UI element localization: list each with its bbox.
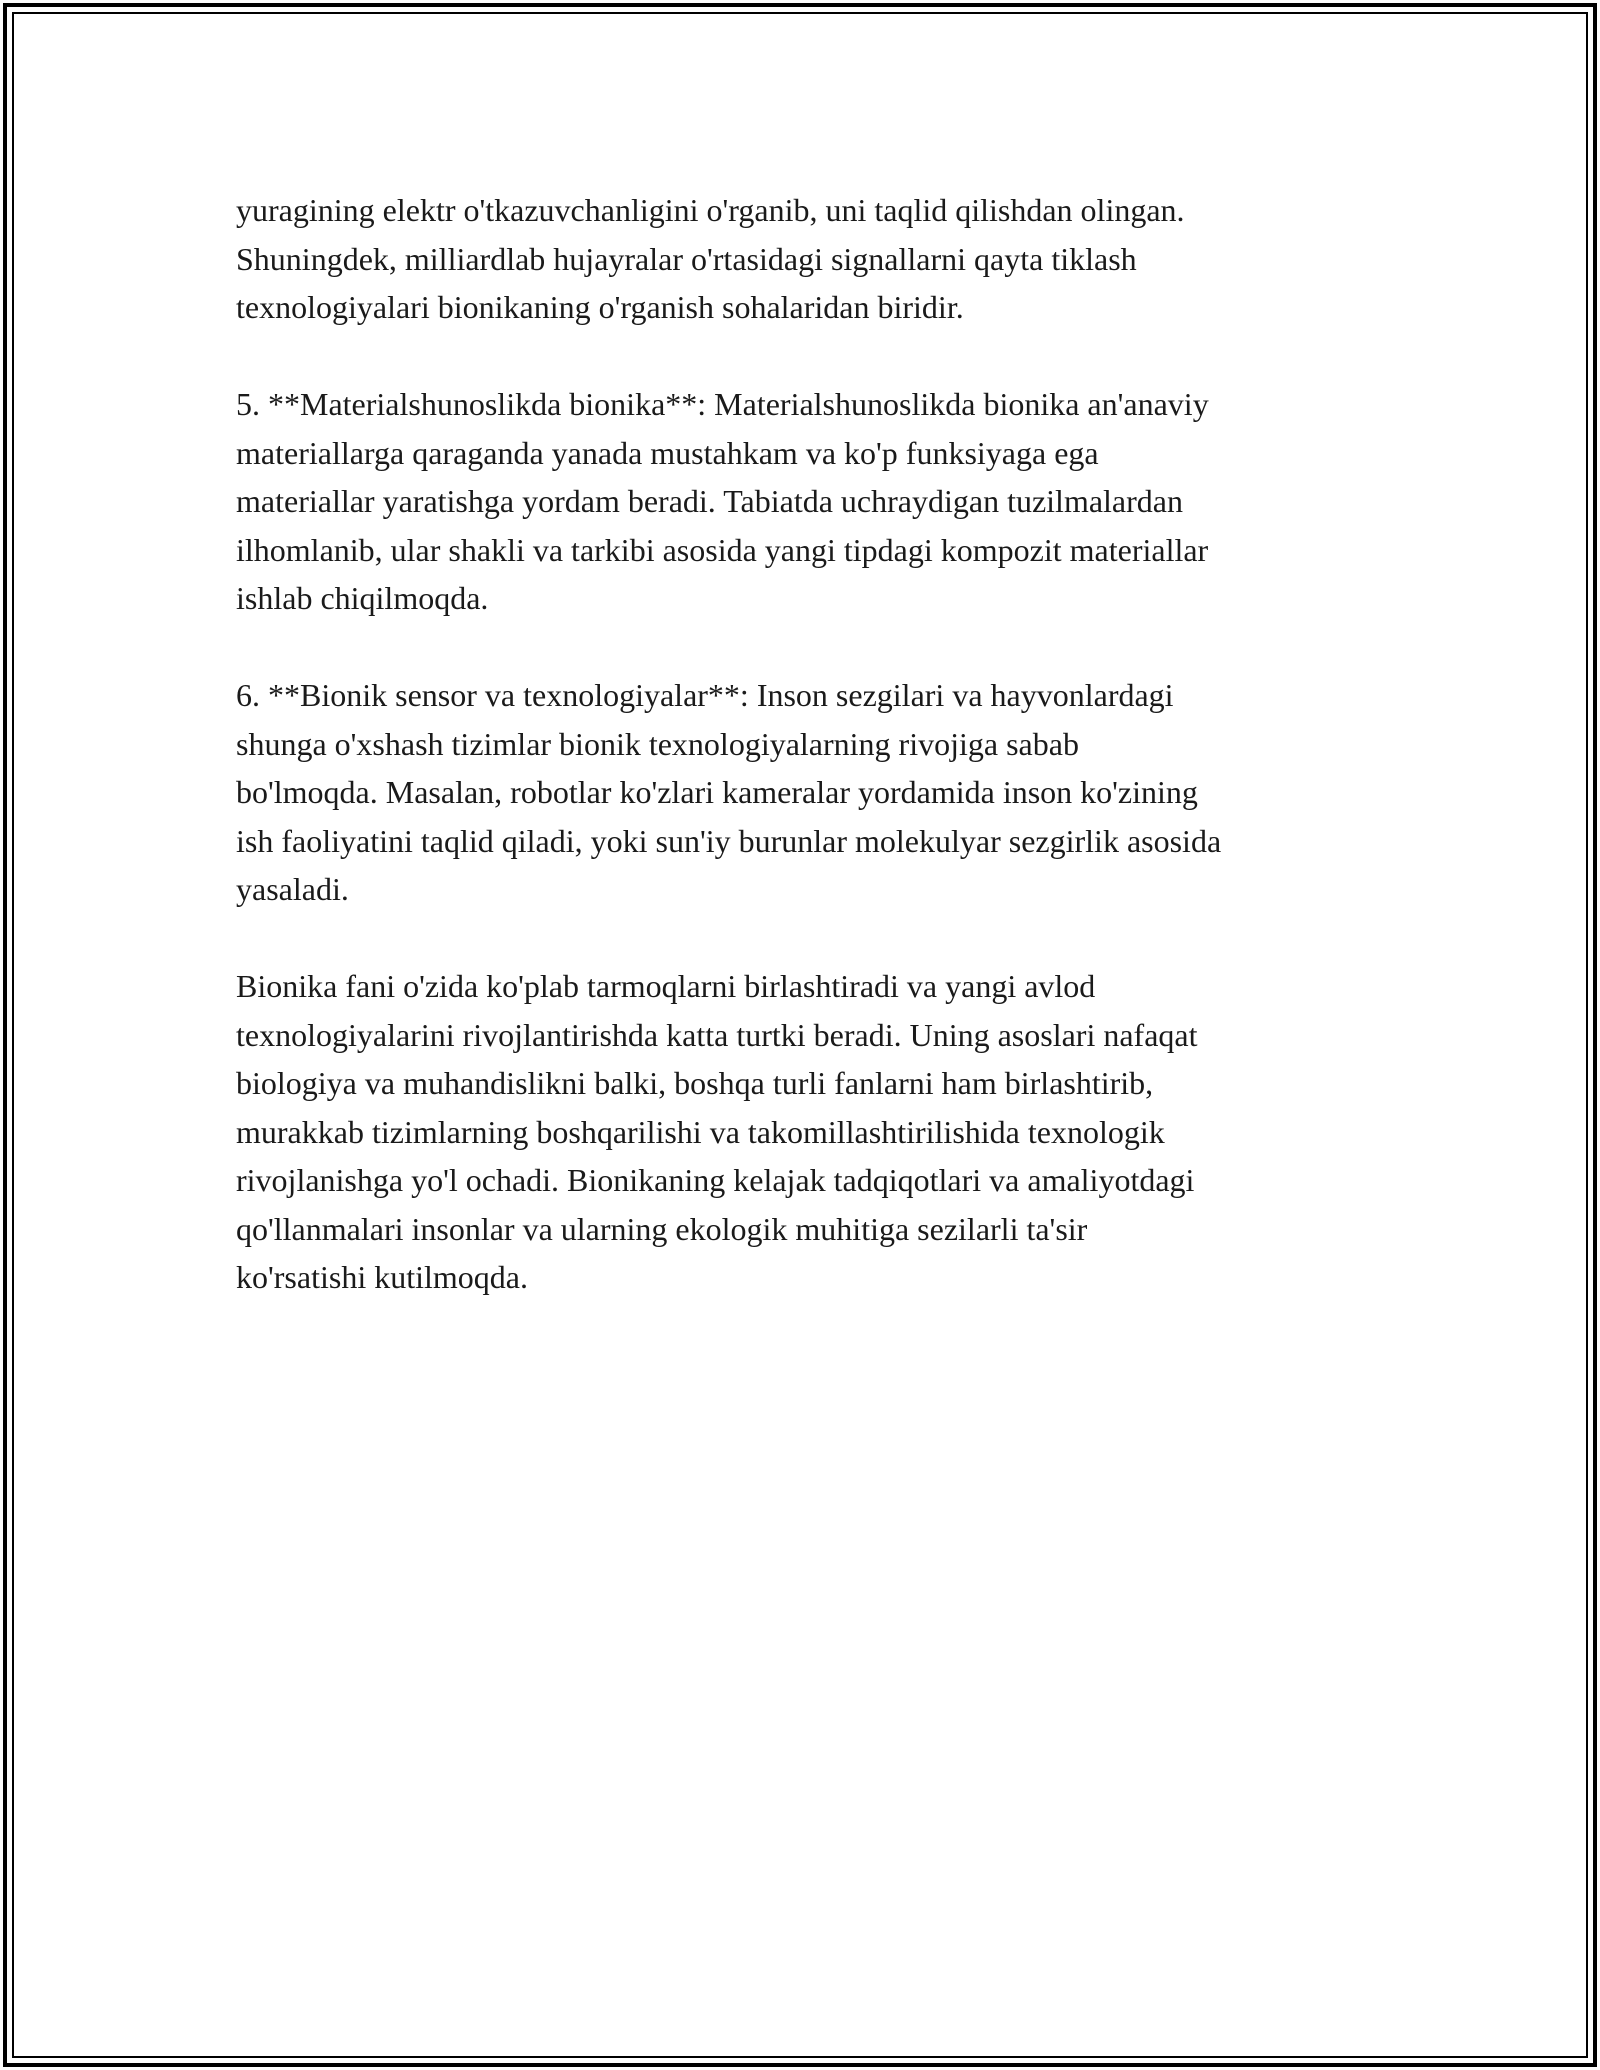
text-line: texnologiyalarini rivojlantirishda katta turtki beradi. Uning asoslari nafaqat bbox=[236, 1016, 1198, 1053]
text-line: bo'lmoqda. Masalan, robotlar ko'zlari kameralar yordamida inson ko'zining bbox=[236, 774, 1198, 810]
text-line: qo'llanmalari insonlar va ularning ekologik muhitiga sezilarli ta'sir bbox=[236, 1210, 1088, 1247]
text-line: rivojlanishga yo'l ochadi. Bionikaning kelajak tadqiqotlari va amaliyotdagi bbox=[236, 1162, 1195, 1198]
paragraph-continuation bbox=[236, 186, 1386, 332]
text-line: ish faoliyatini taqlid qiladi, yoki sun'iy burunlar molekulyar sezgirlik asosida bbox=[236, 822, 1222, 859]
text-line: 6. **Bionik sensor va texnologiyalar**: Inson sezgilari va hayvonlardagi bbox=[236, 677, 1174, 713]
text-line: yuragining elektr o'tkazuvchanligini o'rganib, uni taqlid qilishdan olingan. bbox=[236, 192, 1185, 228]
text-line: shunga o'xshash tizimlar bionik texnologiyalarning rivojiga sabab bbox=[236, 725, 1079, 762]
paragraph-materials-bionics bbox=[236, 380, 1386, 623]
text-line: yasaladi. bbox=[236, 871, 349, 907]
text-line: Shuningdek, milliardlab hujayralar o'rtasidagi signallarni qayta tiklash bbox=[236, 240, 1137, 277]
text-line: texnologiyalari bionikaning o'rganish sohalaridan biridir. bbox=[236, 289, 964, 325]
text-line: murakkab tizimlarning boshqarilishi va takomillashtirilishida texnologik bbox=[236, 1113, 1165, 1150]
text-line: 5. **Materialshunoslikda bionika**: Materialshunoslikda bionika an'anaviy bbox=[236, 386, 1209, 422]
text-line: biologiya va muhandislikni balki, boshqa turli fanlarni ham birlashtirib, bbox=[236, 1065, 1154, 1101]
text-line: materiallar yaratishga yordam beradi. Tabiatda uchraydigan tuzilmalardan bbox=[236, 483, 1183, 519]
paragraph-bionic-sensors bbox=[236, 671, 1386, 914]
paragraph-conclusion bbox=[236, 962, 1386, 1302]
text-line: ishlab chiqilmoqda. bbox=[236, 580, 489, 616]
text-line: ko'rsatishi kutilmoqda. bbox=[236, 1259, 528, 1295]
text-line: Bionika fani o'zida ko'plab tarmoqlarni birlashtiradi va yangi avlod bbox=[236, 968, 1096, 1004]
text-line: materiallarga qaraganda yanada mustahkam va ko'p funksiyaga ega bbox=[236, 434, 1099, 471]
document-body bbox=[236, 186, 1386, 1350]
text-line: ilhomlanib, ular shakli va tarkibi asosida yangi tipdagi kompozit materiallar bbox=[236, 531, 1209, 568]
